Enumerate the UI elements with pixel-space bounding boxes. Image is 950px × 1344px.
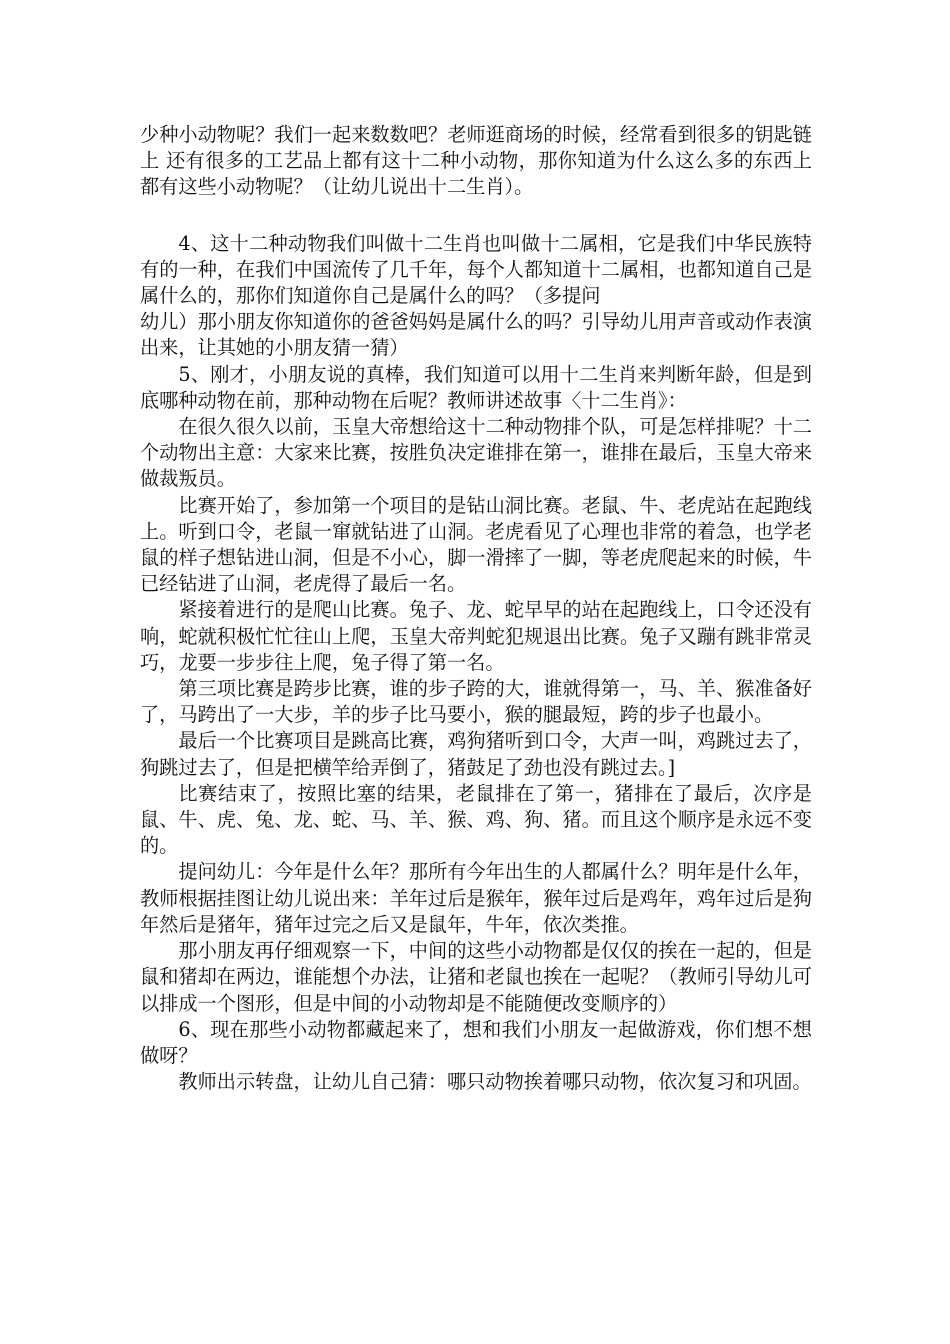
paragraph-step-6: 6、现在那些小动物都藏起来了，想和我们小朋友一起做游戏，你们想不想做呀？ bbox=[140, 1017, 812, 1067]
paragraph-step-4: 4、这十二种动物我们叫做十二生肖也叫做十二属相，它是我们中华民族特有的一种，在我们中国流传了几千年，每个人都知道十二属相，也都知道自己是属什么的，那你们知道你自己是属什么的吗？（多提问 bbox=[140, 231, 812, 308]
paragraph-step-4-continued: 幼儿）那小朋友你知道你的爸爸妈妈是属什么的吗？引导幼儿用声音或动作表演出来，让其她的小朋友猜一猜） bbox=[140, 310, 812, 360]
paragraph-story-stride-race: 第三项比赛是跨步比赛，谁的步子跨的大，谁就得第一，马、羊、猴准备好了，马跨出了一大步，羊的步子比马要小，猴的腿最短，跨的步子也最小。 bbox=[140, 677, 812, 727]
paragraph-story-result: 比赛结束了，按照比塞的结果，老鼠排在了第一，猪排在了最后，次序是鼠、牛、虎、兔、龙、蛇、马、羊、猴、鸡、狗、猪。而且这个顺序是永远不变的。 bbox=[140, 781, 812, 858]
paragraph-question-year: 提问幼儿：今年是什么年？那所有今年出生的人都属什么？明年是什么年，教师根据挂图让幼儿说出来：羊年过后是猴年，猴年过后是鸡年，鸡年过后是狗年然后是猪年，猪年过完之后又是鼠年，牛年，依次类推。 bbox=[140, 860, 812, 936]
paragraph-intro-continued: 少种小动物呢？我们一起来数数吧？老师逛商场的时候，经常看到很多的钥匙链上 还有很多的工艺品上都有这十二种小动物，那你知道为什么这么多的东西上都有这些小动物呢？（让幼儿说出十二生肖）。 bbox=[140, 123, 812, 199]
paragraph-story-mountain-race: 紧接着进行的是爬山比赛。兔子、龙、蛇早早的站在起跑线上，口令还没有响，蛇就积极忙忙往山上爬，玉皇大帝判蛇犯规退出比赛。兔子又蹦有跳非常灵巧，龙要一步步往上爬，兔子得了第一名。 bbox=[140, 598, 812, 674]
paragraph-story-opening: 在很久很久以前，玉皇大帝想给这十二种动物排个队，可是怎样排呢？十二个动物出主意：大家来比赛，按胜负决定谁排在第一，谁排在最后，玉皇大帝来做裁叛员。 bbox=[140, 415, 812, 491]
paragraph-story-high-jump: 最后一个比赛项目是跳高比赛，鸡狗猪听到口令，大声一叫，鸡跳过去了，狗跳过去了，但是把横竿给弄倒了，猪鼓足了劲也没有跳过去。] bbox=[140, 729, 812, 779]
paragraph-step-5: 5、刚才，小朋友说的真棒，我们知道可以用十二生肖来判断年龄，但是到底哪种动物在前，那种动物在后呢？教师讲述故事〈十二生肖》： bbox=[140, 362, 812, 412]
document-page bbox=[140, 122, 812, 1095]
paragraph-turntable: 教师出示转盘，让幼儿自己猜：哪只动物挨着哪只动物，依次复习和巩固。 bbox=[178, 1070, 812, 1094]
paragraph-story-cave-race: 比赛开始了，参加第一个项目的是钻山洞比赛。老鼠、牛、老虎站在起跑线上。听到口令，老鼠一窜就钻进了山洞。老虎看见了心理也非常的着急，也学老鼠的样子想钻进山洞，但是不小心，脚一滑摔了一脚，等老虎爬起来的时候，牛已经钻进了山洞，老虎得了最后一名。 bbox=[140, 493, 812, 596]
paragraph-observe-order: 那小朋友再仔细观察一下，中间的这些小动物都是仅仅的挨在一起的，但是鼠和猪却在两边，谁能想个办法，让猪和老鼠也挨在一起呢？（教师引导幼儿可以排成一个图形，但是中间的小动物却是不能随便改变顺序的） bbox=[140, 939, 812, 1015]
